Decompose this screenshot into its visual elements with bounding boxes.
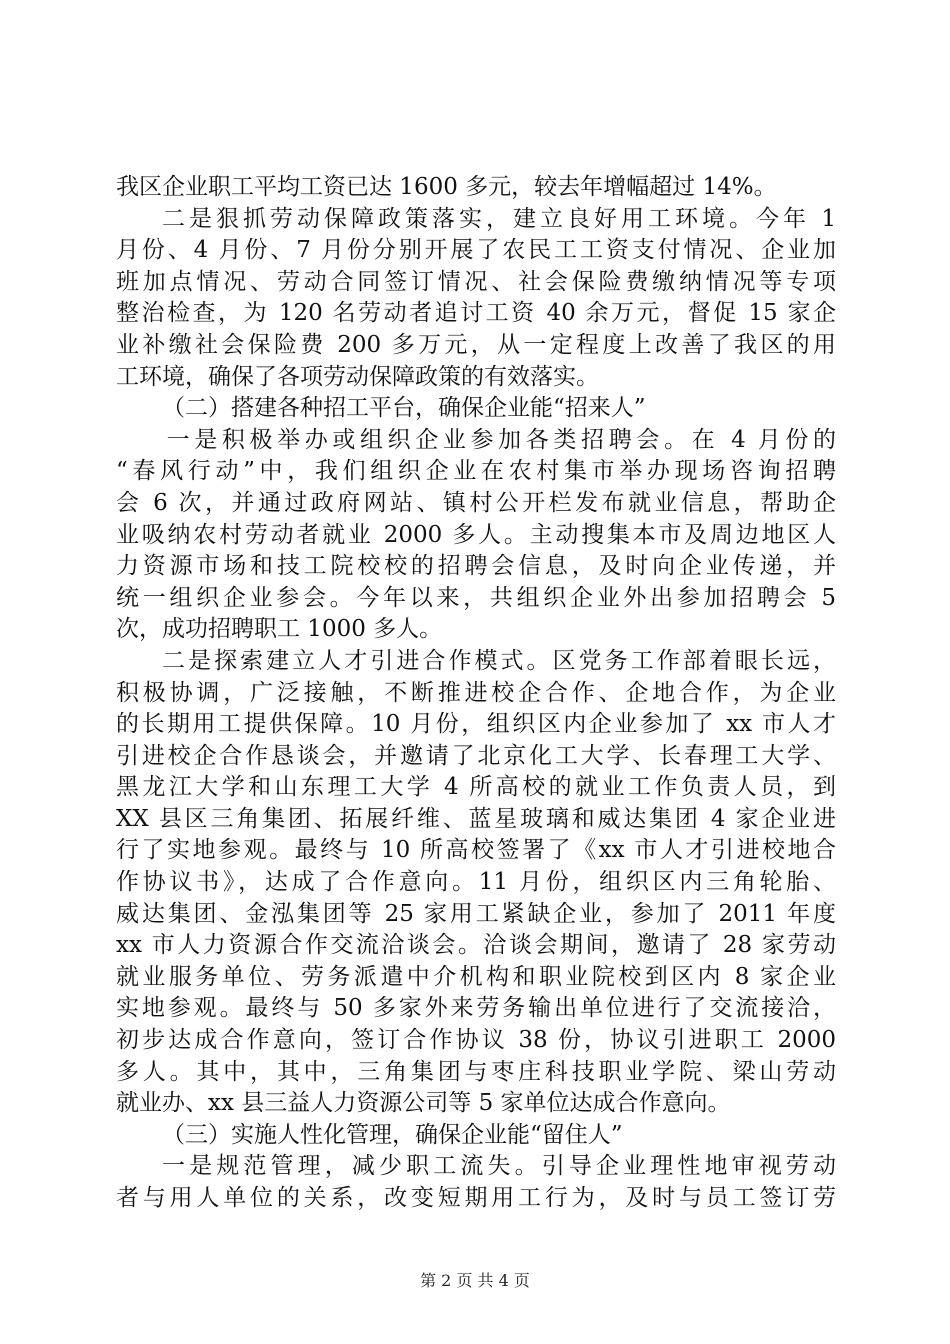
text-line: 我区企业职工平均工资已达 1600 多元，较去年增幅超过 14%。 [116,174,777,200]
text-line: “春风行动”中，我们组织企业在农村集市举办现场咨询招聘 [116,458,836,485]
document-body [116,172,836,1215]
text-line: 就业服务单位、劳务派遣中介机构和职业院校到区内 8 家企业 [116,963,836,990]
text-line: 统一组织企业参会。今年以来，共组织企业外出参加招聘会 5 [116,584,836,611]
text-line: 黑龙江大学和山东理工大学 4 所高校的就业工作负责人员，到 [116,774,836,801]
text-line: 实地参观。最终与 50 多家外来劳务输出单位进行了交流接洽， [116,995,836,1022]
text-line: 业补缴社会保险费 200 多万元，从一定程度上改善了我区的用 [116,331,836,358]
text-line: 一是规范管理，减少职工流失。引导企业理性地审视劳动 [162,1153,836,1180]
text-line: 整治检查，为 120 名劳动者追讨工资 40 余万元，督促 15 家企 [116,300,836,327]
text-line: 工环境，确保了各项劳动保障政策的有效落实。 [116,363,599,390]
text-line: 二是狠抓劳动保障政策落实，建立良好用工环境。今年 1 [162,205,836,232]
text-line: 就业办、xx 县三益人力资源公司等 5 家单位达成合作意向。 [116,1090,731,1117]
text-line: 引进校企合作恳谈会，并邀请了北京化工大学、长春理工大学、 [116,742,836,769]
text-line: 初步达成合作意向，签订合作协议 38 份，协议引进职工 2000 [116,1027,836,1054]
text-line: 者与用人单位的关系，改变短期用工行为，及时与员工签订劳 [116,1185,836,1211]
text-line: （三）实施人性化管理，确保企业能“留住人” [162,1121,623,1148]
text-line: 业吸纳农村劳动者就业 2000 多人。主动搜集本市及周边地区人 [116,521,836,548]
text-line: 作协议书》，达成了合作意向。11 月份，组织区内三角轮胎、 [116,869,836,896]
text-line: 积极协调，广泛接触，不断推进校企合作、企地合作，为企业 [116,679,836,706]
text-line: 力资源市场和技工院校校的招聘会信息，及时向企业传递，并 [116,553,836,580]
text-line: 次，成功招聘职工 1000 多人。 [116,616,443,643]
text-line: 一是积极举办或组织企业参加各类招聘会。在 4 月份的 [166,426,836,453]
text-line: （二）搭建各种招工平台，确保企业能“招来人” [162,395,646,422]
text-line: 多人。其中，其中，三角集团与枣庄科技职业学院、梁山劳动 [116,1058,836,1085]
text-line: 会 6 次，并通过政府网站、镇村公开栏发布就业信息，帮助企 [116,489,836,516]
text-line: 班加点情况、劳动合同签订情况、社会保险费缴纳情况等专项 [116,268,836,295]
text-line: xx 市人力资源合作交流洽谈会。洽谈会期间，邀请了 28 家劳动 [116,932,836,959]
text-line: 月份、4 月份、7 月份分别开展了农民工工资支付情况、企业加 [116,237,836,264]
text-line: 行了实地参观。最终与 10 所高校签署了《xx 市人才引进校地合 [116,837,836,864]
text-line: 的长期用工提供保障。10 月份，组织区内企业参加了 xx 市人才 [116,711,836,738]
text-line: XX 县区三角集团、拓展纤维、蓝星玻璃和威达集团 4 家企业进 [116,805,836,832]
page-footer: 第 2 页 共 4 页 [420,1271,530,1290]
text-line: 二是探索建立人才引进合作模式。区党务工作部着眼长远， [162,647,836,674]
text-line: 威达集团、金泓集团等 25 家用工紧缺企业，参加了 2011 年度 [116,900,836,927]
